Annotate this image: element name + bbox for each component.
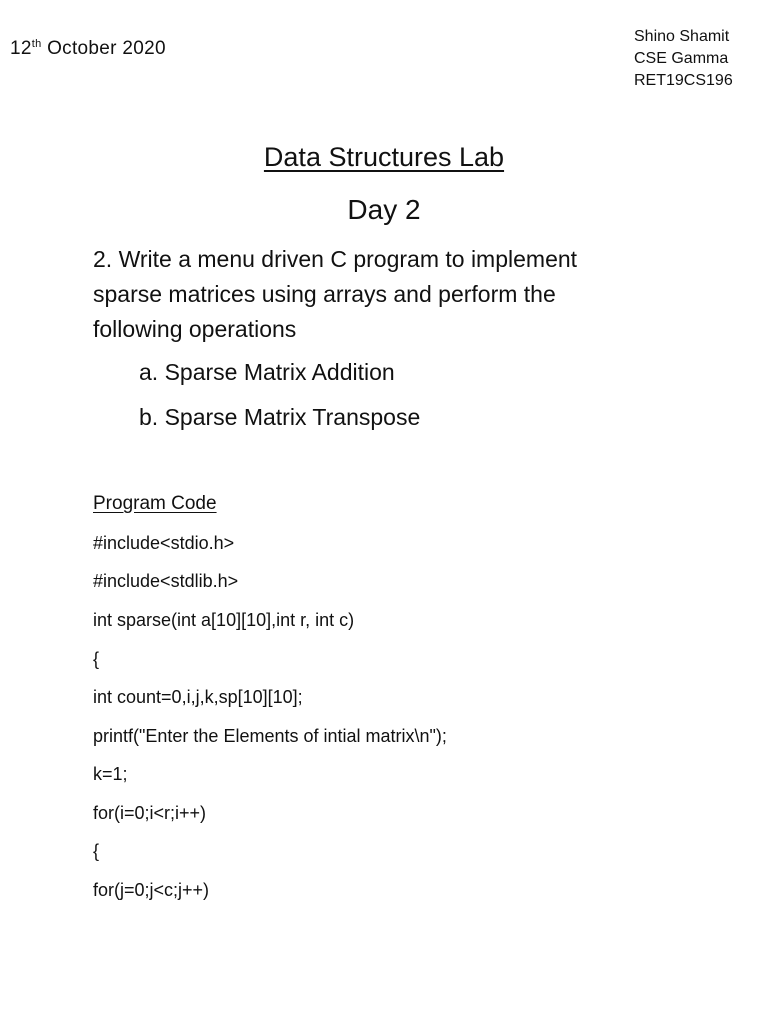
code-line: { bbox=[93, 841, 100, 861]
question-line: 2. Write a menu driven C program to implement bbox=[93, 246, 578, 272]
date-month-year: October 2020 bbox=[41, 38, 166, 59]
page-subtitle: Day 2 bbox=[347, 194, 421, 225]
code-line: int sparse(int a[10][10],int r, int c) bbox=[93, 610, 355, 630]
code-line: #include<stdlib.h> bbox=[93, 571, 239, 591]
author-block bbox=[634, 26, 733, 92]
author-name: Shino Shamit bbox=[634, 28, 730, 45]
code-line: printf("Enter the Elements of intial matrix\n"); bbox=[93, 726, 447, 746]
date-day: 12 bbox=[10, 38, 32, 59]
page-title bbox=[0, 142, 768, 173]
date-suffix: th bbox=[31, 38, 42, 50]
code-line: k=1; bbox=[93, 764, 128, 784]
page-title-text: Data Structures Lab bbox=[263, 142, 505, 172]
question-text bbox=[93, 242, 577, 347]
date bbox=[10, 38, 166, 60]
code-heading: Program Code bbox=[93, 493, 217, 514]
code-line: #include<stdio.h> bbox=[93, 533, 235, 553]
option-a: a. Sparse Matrix Addition bbox=[139, 359, 395, 385]
code-line: for(i=0;i<r;i++) bbox=[93, 803, 207, 823]
code-line: for(j=0;j<c;j++) bbox=[93, 880, 210, 900]
code-line: { bbox=[93, 649, 100, 669]
option-b: b. Sparse Matrix Transpose bbox=[139, 404, 421, 430]
question-line: following operations bbox=[93, 316, 297, 342]
question-line: sparse matrices using arrays and perform the bbox=[93, 281, 556, 307]
author-roll-number: RET19CS196 bbox=[634, 72, 733, 89]
code-line: int count=0,i,j,k,sp[10][10]; bbox=[93, 687, 303, 707]
author-class: CSE Gamma bbox=[634, 50, 729, 67]
